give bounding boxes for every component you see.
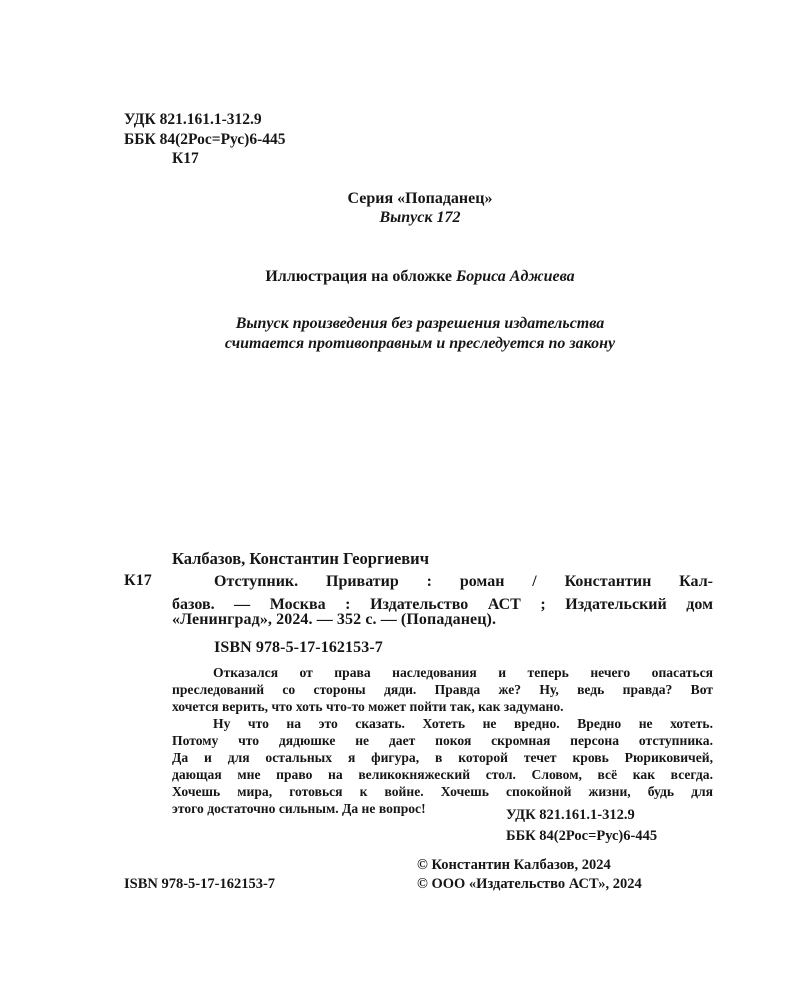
illustration-artist: Бориса Аджиева [456, 268, 575, 285]
copyright-author: © Константин Калбазов, 2024 [417, 857, 611, 873]
series-issue: Выпуск 172 [379, 209, 461, 226]
copyright-publisher: © ООО «Издательство АСТ», 2024 [417, 876, 642, 892]
footer-isbn: ISBN 978-5-17-162153-7 [124, 876, 276, 892]
annotation-line: Потому что дядюшке не дает покоя скромная персона отступника. [172, 733, 713, 748]
udk-code-bottom: УДК 821.161.1-312.9 [506, 807, 635, 823]
annotation-line: хочется верить, что хоть что-то может пойти так, как задумано. [172, 699, 564, 714]
bbk-code-bottom: ББК 84(2Рос=Рус)6-445 [506, 828, 658, 844]
author-mark: К17 [172, 150, 199, 167]
annotation-line: Ну что на это сказать. Хотеть не вредно. Вредно не хотеть. [213, 716, 713, 731]
catalog-mark: К17 [124, 572, 152, 589]
annotation [172, 664, 713, 817]
annotation-line: Отказался от права наследования и теперь нечего опасаться [213, 665, 713, 680]
catalog-line-1: Отступник. Приватир : роман / Константин Кал- [214, 573, 713, 590]
catalog-line-3: «Ленинград», 2024. — 352 с. — (Попаданец). [172, 611, 497, 628]
annotation-line: Хочешь мира, готовься к войне. Хочешь спокойной жизни, будь для [172, 784, 713, 799]
bbk-code: ББК 84(2Рос=Рус)6-445 [124, 131, 286, 148]
series-title: Серия «Попаданец» [347, 190, 493, 207]
copyright-warning-line-1: Выпуск произведения без разрешения издательства [235, 315, 605, 332]
copyright-warning-line-2: считается противоправным и преследуется по закону [224, 335, 616, 352]
udk-code: УДК 821.161.1-312.9 [124, 111, 262, 128]
annotation-line: дающая мне право на великокняжеский стол. Словом, всё как всегда. [172, 767, 713, 782]
illustration-prefix: Иллюстрация на обложке [265, 268, 457, 285]
annotation-line: этого достаточно сильным. Да не вопрос! [172, 801, 426, 816]
catalog-line-2: базов. — Москва : Издательство АСТ ; Издательский дом [172, 596, 713, 613]
catalog-author: Калбазов, Константин Георгиевич [172, 549, 429, 568]
catalog-isbn: ISBN 978-5-17-162153-7 [214, 639, 383, 656]
annotation-line: Да и для остальных я фигура, в которой течет кровь Рюриковичей, [172, 750, 713, 765]
annotation-line: преследований со стороны дяди. Правда же? Ну, ведь правда? Вот [172, 682, 713, 697]
illustration-credit [0, 266, 800, 287]
